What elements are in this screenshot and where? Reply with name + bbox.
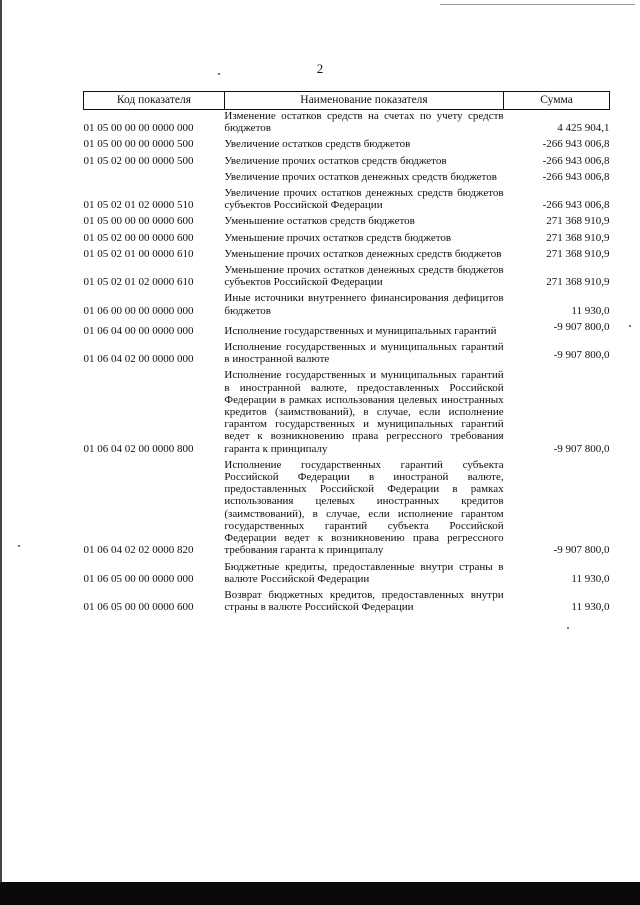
header-code: Код показателя xyxy=(84,92,225,110)
row-sum: -9 907 800,0 xyxy=(553,349,610,362)
table-row xyxy=(84,183,610,211)
top-edge-rule xyxy=(440,4,635,5)
row-sum: 4 425 904,1 xyxy=(557,122,610,135)
row-name: Исполнение государственных и муниципальных гарантий xyxy=(224,324,497,337)
table-row xyxy=(84,337,610,365)
row-sum: 11 930,0 xyxy=(571,304,610,317)
table-header-row xyxy=(84,92,610,110)
row-sum: -266 943 006,8 xyxy=(542,138,610,151)
row-code: 01 06 04 02 02 0000 820 xyxy=(83,544,194,557)
table-row xyxy=(84,288,610,316)
table-row xyxy=(84,317,610,337)
table-row xyxy=(84,585,610,613)
scan-speck xyxy=(18,545,20,547)
row-name: Исполнение государственных гарантий субъекта Российской Федерации в иностраной валюте, предоставленных Российской Федерации в рамках использования целевых иностранных кредитов (заимствований), в случае, если исполнение гарантом государственных гарантий субъекта Российской Федерации ведет к возникновению права регрессного требования гаранта к принципалу xyxy=(224,458,504,557)
row-code: 01 05 02 00 00 0000 500 xyxy=(83,154,194,167)
row-code: 01 06 04 00 00 0000 000 xyxy=(83,324,194,337)
scan-left-edge xyxy=(0,0,2,905)
table-row xyxy=(84,260,610,288)
row-code: 01 06 05 00 00 0000 000 xyxy=(83,572,194,585)
row-name: Изменение остатков средств на счетах по учету средств бюджетов xyxy=(224,110,504,135)
row-name: Увеличение остатков средств бюджетов xyxy=(224,138,411,151)
table-row xyxy=(84,151,610,167)
row-sum: -266 943 006,8 xyxy=(542,199,610,212)
table-row xyxy=(84,557,610,585)
row-name: Уменьшение прочих остатков денежных средств бюджетов xyxy=(224,247,502,260)
table-row xyxy=(84,244,610,260)
row-name: Уменьшение остатков средств бюджетов xyxy=(224,215,415,228)
row-name: Иные источники внутреннего финансирования дефицитов бюджетов xyxy=(224,292,504,317)
row-sum: 271 368 910,9 xyxy=(546,215,610,228)
row-sum: 271 368 910,9 xyxy=(546,276,610,289)
row-sum: 271 368 910,9 xyxy=(546,231,610,244)
row-sum: 11 930,0 xyxy=(571,601,610,614)
row-sum: -9 907 800,0 xyxy=(553,544,610,557)
row-name: Исполнение государственных и муниципальных гарантий в иностранной валюте, предоставленных Российской Федерации в рамках использования целевых иностранных кредитов (заимствований), в случае, если исполнение гарантом государственных и муниципальных гарантий ведет к возникновению права регрессного требования гаранта к принципалу xyxy=(224,369,504,455)
row-name: Возврат бюджетных кредитов, предоставленных внутри страны в валюте Российской Федерации xyxy=(224,588,504,614)
row-sum: -266 943 006,8 xyxy=(542,170,610,183)
row-code: 01 06 05 00 00 0000 600 xyxy=(83,601,194,614)
row-name: Уменьшение прочих остатков денежных средств бюджетов субъектов Российской Федерации xyxy=(224,264,504,289)
row-sum: -266 943 006,8 xyxy=(542,154,610,167)
row-code: 01 05 02 01 00 0000 610 xyxy=(83,247,194,260)
table-row xyxy=(84,134,610,150)
row-code xyxy=(84,167,225,183)
row-code: 01 05 00 00 00 0000 500 xyxy=(83,138,194,151)
row-name: Увеличение прочих остатков средств бюджетов xyxy=(224,154,447,167)
row-sum: -9 907 800,0 xyxy=(553,320,610,333)
row-name: Увеличение прочих остатков денежных средств бюджетов субъектов Российской Федерации xyxy=(224,187,504,212)
header-sum: Сумма xyxy=(504,92,610,110)
row-code: 01 06 04 02 00 0000 800 xyxy=(83,442,194,455)
header-name: Наименование показателя xyxy=(224,92,503,110)
row-code: 01 06 00 00 00 0000 000 xyxy=(83,304,194,317)
scan-speck xyxy=(629,325,631,327)
row-code: 01 05 02 01 02 0000 610 xyxy=(83,276,194,289)
row-code: 01 05 02 01 02 0000 510 xyxy=(83,199,194,212)
row-sum: 271 368 910,9 xyxy=(546,247,610,260)
scan-speck xyxy=(567,627,569,629)
scan-bottom-edge xyxy=(0,882,640,905)
table-row xyxy=(84,455,610,557)
row-code: 01 05 00 00 00 0000 600 xyxy=(83,215,194,228)
row-name: Увеличение прочих остатков денежных средств бюджетов xyxy=(224,170,497,183)
row-code: 01 05 00 00 00 0000 000 xyxy=(83,122,194,135)
row-sum: 11 930,0 xyxy=(571,572,610,585)
row-code: 01 05 02 00 00 0000 600 xyxy=(83,231,194,244)
row-name: Исполнение государственных и муниципальных гарантий в иностранной валюте xyxy=(224,341,504,366)
financing-sources-table xyxy=(83,91,610,613)
table-row xyxy=(84,167,610,183)
row-sum: -9 907 800,0 xyxy=(553,442,610,455)
row-name: Бюджетные кредиты, предоставленные внутри страны в валюте Российской Федерации xyxy=(224,560,504,585)
row-code: 01 06 04 02 00 0000 000 xyxy=(83,353,194,366)
table-row xyxy=(84,110,610,135)
table-row xyxy=(84,365,610,454)
page-number: 2 xyxy=(316,61,324,76)
row-name: Уменьшение прочих остатков средств бюджетов xyxy=(224,231,452,244)
table-row xyxy=(84,228,610,244)
table-row xyxy=(84,211,610,227)
